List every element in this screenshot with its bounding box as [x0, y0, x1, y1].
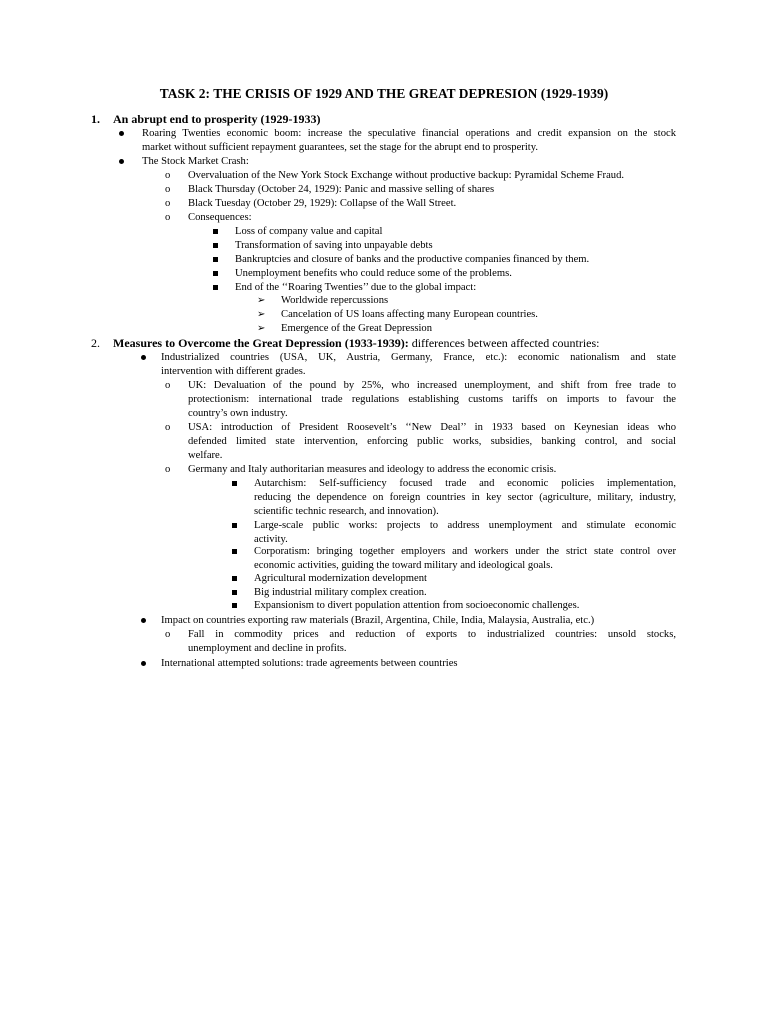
usa-line-3: welfare. [188, 450, 223, 461]
impact-us-loans: Cancelation of US loans affecting many European countries. [281, 309, 538, 320]
document-title: TASK 2: THE CRISIS OF 1929 AND THE GREAT DEPRESION (1929-1939) [159, 86, 609, 101]
bullet-dot [141, 618, 146, 623]
agricultural-modernization: Agricultural modernization development [254, 573, 427, 584]
section-2-heading-rest: differences between affected countries: [408, 336, 600, 350]
section-2-heading-line [113, 336, 600, 351]
square-bullet [232, 523, 237, 528]
public-works-line-1: Large-scale public works: projects to address unemployment and stimulate economic [254, 520, 676, 531]
consequence-loss: Loss of company value and capital [235, 226, 383, 237]
raw-materials-impact: Impact on countries exporting raw materials (Brazil, Argentina, Chile, India, Malaysia, Australia, etc.) [161, 615, 595, 626]
bullet-dot [119, 159, 124, 164]
arrow-bullet-icon: ➢ [257, 295, 266, 306]
circle-marker: o [165, 198, 171, 209]
commodity-fall-line-2: unemployment and decline in profits. [188, 643, 347, 654]
section-1-number: 1. [91, 112, 100, 126]
autarchism-line-2: reducing the dependence on foreign countries in key sector (agriculture, military, industry, [254, 492, 676, 503]
bullet-dot [141, 355, 146, 360]
section-2-heading: Measures to Overcome the Great Depression (1933-1939): [113, 336, 409, 350]
commodity-fall-line-1: Fall in commodity prices and reduction of exports to industrialized countries: unsold stocks, [188, 629, 676, 640]
autarchism-line-3: scientific technic research, and innovation). [254, 506, 439, 517]
overvaluation-item: Overvaluation of the New York Stock Exchange without productive backup: Pyramidal Scheme Fraud. [188, 170, 625, 181]
square-bullet [213, 229, 218, 234]
consequences-item: Consequences: [188, 212, 252, 223]
circle-marker: o [165, 212, 171, 223]
roaring-twenties-line-2: market without sufficient repayment guarantees, set the stage for the abrupt end to prosperity. [142, 142, 538, 153]
military-complex: Big industrial military complex creation. [254, 587, 427, 598]
impact-great-depression: Emergence of the Great Depression [281, 323, 432, 334]
section-2-number: 2. [91, 336, 100, 350]
square-bullet [232, 603, 237, 608]
bullet-dot [119, 131, 124, 136]
uk-line-2: protectionism: international trade regulations establishing customs tariffs on imports to favour the [188, 394, 676, 405]
circle-marker: o [165, 422, 171, 433]
usa-line-1: USA: introduction of President Roosevelt’s ‘‘New Deal’’ in 1933 based on Keynesian ideas who [188, 422, 676, 433]
uk-line-1: UK: Devaluation of the pound by 25%, who increased unemployment, and shift from free trade to [188, 380, 676, 391]
public-works-line-2: activity. [254, 534, 288, 545]
arrow-bullet-icon: ➢ [257, 309, 266, 320]
square-bullet [232, 549, 237, 554]
black-tuesday-item: Black Tuesday (October 29, 1929): Collapse of the Wall Street. [188, 198, 457, 209]
bullet-dot [141, 661, 146, 666]
circle-marker: o [165, 464, 171, 475]
industrialized-line-2: intervention with different grades. [161, 366, 306, 377]
section-1-heading: An abrupt end to prosperity (1929-1933) [113, 112, 321, 126]
square-bullet [213, 243, 218, 248]
industrialized-line-1: Industrialized countries (USA, UK, Austria, Germany, France, etc.): economic nationalism and state [161, 352, 676, 363]
germany-italy-item: Germany and Italy authoritarian measures and ideology to address the economic crisis. [188, 464, 557, 475]
corporatism-line-1: Corporatism: bringing together employers and workers under the strict state control over [254, 546, 676, 557]
consequence-bankruptcies: Bankruptcies and closure of banks and the productive companies financed by them. [235, 254, 590, 265]
square-bullet [232, 590, 237, 595]
expansionism: Expansionism to divert population attention from socioeconomic challenges. [254, 600, 580, 611]
autarchism-line-1: Autarchism: Self-sufficiency focused trade and economic policies implementation, [254, 478, 676, 489]
black-thursday-item: Black Thursday (October 24, 1929): Panic and massive selling of shares [188, 184, 495, 195]
stock-market-crash: The Stock Market Crash: [142, 156, 249, 167]
roaring-twenties-line-1: Roaring Twenties economic boom: increase the speculative financial operations and credit expansion on the stock [142, 128, 676, 139]
consequence-debts: Transformation of saving into unpayable debts [235, 240, 433, 251]
circle-marker: o [165, 184, 171, 195]
square-bullet [232, 481, 237, 486]
square-bullet [213, 285, 218, 290]
uk-line-3: country’s own industry. [188, 408, 288, 419]
consequence-end-twenties: End of the ‘‘Roaring Twenties’’ due to the global impact: [235, 282, 477, 293]
consequence-unemployment: Unemployment benefits who could reduce some of the problems. [235, 268, 512, 279]
arrow-bullet-icon: ➢ [257, 323, 266, 334]
square-bullet [213, 257, 218, 262]
circle-marker: o [165, 629, 171, 640]
circle-marker: o [165, 170, 171, 181]
impact-worldwide: Worldwide repercussions [281, 295, 389, 306]
square-bullet [213, 271, 218, 276]
international-solutions: International attempted solutions: trade agreements between countries [161, 658, 458, 669]
corporatism-line-2: economic activities, guiding the toward military and ideological goals. [254, 560, 553, 571]
square-bullet [232, 576, 237, 581]
circle-marker: o [165, 380, 171, 391]
usa-line-2: defended limited state intervention, enforcing public works, subsidies, banking control, and social [188, 436, 676, 447]
